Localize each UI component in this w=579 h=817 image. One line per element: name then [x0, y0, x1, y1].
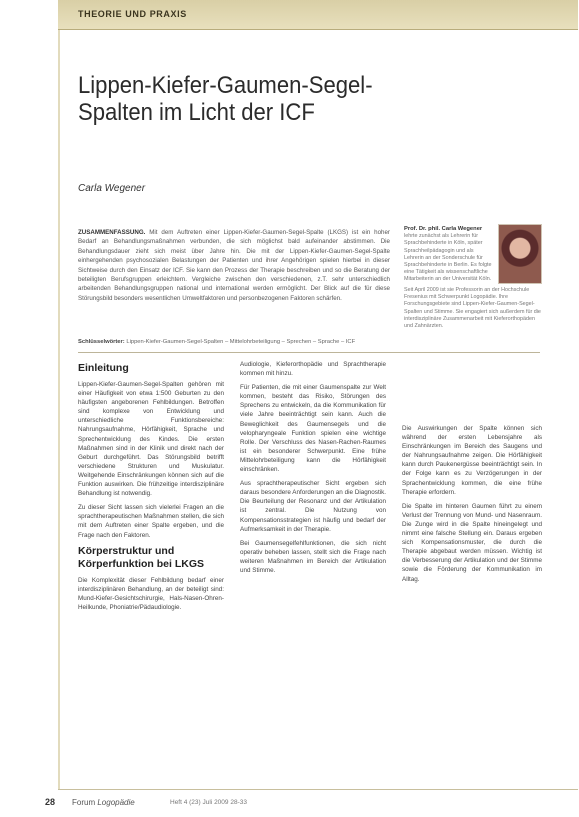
paragraph: Die Spalte im hinteren Gaumen führt zu einem Verlust der Trennung von Mund- und Nasenraum. Die Zunge wird in die Spalte hineingelegt und nimmt eine falsche Stellung ein. Daraus ergeben sich Kompensationsmuster, die durch die Therapie abgebaut werden müssen. Wichtig ist die Verbesserung der Artikulation und der Stimme sowie die Förderung der Kommunikation im Alltag. [402, 502, 542, 583]
bio-name: Prof. Dr. phil. Carla Wegener [404, 226, 483, 232]
issue-info: Heft 4 (23) Juli 2009 28-33 [170, 799, 247, 806]
column-2 [240, 360, 386, 580]
title-line-2: Spalten im Licht der ICF [78, 99, 315, 126]
author-bio [404, 226, 494, 284]
paragraph: Aus sprachtherapeutischer Sicht ergeben sich daraus besondere Anforderungen an die Diagnostik. Die Beurteilung der Resonanz und der Artikulation ist zentral. Die Nutzung von Kompensationsstrategien ist häufig und bedarf der Aufmerksamkeit in der Therapie. [240, 480, 386, 533]
keywords-label: Schlüsselwörter: [78, 339, 125, 345]
author-name: Carla Wegener [78, 183, 146, 194]
paragraph: Für Patienten, die mit einer Gaumenspalte zur Welt kommen, besteht das Risiko, Störungen des Sprechens zu entwickeln, da die Kommunikation für viele Jahre beeinträchtigt sein kann. Auch die Beweglichkeit des Gaumensegels und die velopharyngeale Funktion spielen eine wichtige Rolle. Der Verschluss des Nasen-Rachen-Raumes ist ein besonderer Schwerpunkt. Eine frühe Mittelohrbeteiligung kann die Hörfähigkeit einschränken. [240, 384, 386, 474]
heading-einleitung: Einleitung [78, 362, 129, 374]
bio-text: lehrte zunächst als Lehrerin für Sprachbehinderte in Köln, später Sprachheilpädagogin und als Lehrerin an der Sonderschule für Sprachbehinderte in Berlin. Es folgte eine Tätigkeit als wissenschaftliche Mitarbeiterin an der Universität Köln. [404, 233, 492, 283]
journal-name-b: Logopädie [97, 798, 135, 807]
author-photo [498, 224, 542, 284]
keywords-text: Lippen-Kiefer-Gaumen-Segel-Spalten – Mittelohrbeteiligung – Sprechen – Sprache – ICF [126, 339, 356, 345]
page-number: 28 [45, 797, 56, 807]
paragraph: Lippen-Kiefer-Gaumen-Segel-Spalten gehören mit einer Häufigkeit von etwa 1:500 Geburten zu den häufigsten angeborenen Fehlbildungen. Betroffen sind komplexe von Entwicklung und unterschiedliche Funktionsbereiche: Nahrungsaufnahme, Hörfähigkeit, Sprache und Sprechentwicklung des Kindes. Die ersten Maßnahmen sind in der Klinik und direkt nach der Geburt durchgeführt. Das Störungsbild betrifft verschiedene Strukturen und Muskulatur. Weitgehende Einschränkungen können sich auf die Funktion auswirken. Die frühzeitige interdisziplinäre Behandlung ist notwendig. [78, 381, 224, 498]
article-title [78, 72, 464, 126]
bio-text-continued: Seit April 2009 ist sie Professorin an der Hochschule Fresenius mit Schwerpunkt Logopädie. Ihre Forschungsgebiete sind Lippen-Kiefer-Gaumen-Segel-Spalten und Stimme. Sie engagiert sich außerdem für die interdisziplinäre Zusammenarbeit mit Kieferorthopäden und Zahnärzten. [404, 287, 541, 330]
footer-rule [58, 789, 578, 790]
journal-name [72, 798, 135, 807]
journal-name-a: Forum [72, 798, 96, 807]
abstract-divider [78, 352, 540, 353]
abstract [78, 228, 390, 303]
paragraph: Die Auswirkungen der Spalte können sich während der ersten Lebensjahre als Einschränkungen im Bereich des Saugens und der Nahrungsaufnahme zeigen. Die Hörfähigkeit kann durch Paukenergüsse beeinträchtigt sein. In der Folge kann es zu Verzögerungen in der Sprachentwicklung kommen, die eine frühe Therapie erfordern. [402, 425, 542, 496]
column-3 [402, 424, 542, 589]
section-header [58, 0, 578, 30]
left-margin-rule [58, 30, 60, 790]
title-line-1: Lippen-Kiefer-Gaumen-Segel- [78, 72, 373, 99]
section-label: THEORIE UND PRAXIS [78, 9, 187, 19]
page-footer [0, 789, 579, 817]
paragraph: Zu dieser Sicht lassen sich vielerlei Fragen an die sprachtherapeutischen Maßnahmen stellen, die sich mit dem Auftreten einer Spalte ergeben, und die Frage nach den Faktoren. [78, 504, 224, 539]
heading-koerperstruktur: Körperstruktur und Körperfunktion bei LKGS [78, 544, 204, 570]
abstract-lead: ZUSAMMENFASSUNG. [78, 229, 146, 236]
abstract-text: Mit dem Auftreten einer Lippen-Kiefer-Gaumen-Segel-Spalte (LKGS) ist ein hoher Bedarf an Behandlungsmaßnahmen verbunden, die sich möglichst bald aufeinander abstimmen. Die Behandlungsdauer zieht sich meist über Jahre hin. Die mit der Lippen-Kiefer-Gaumen-Segel-Spalte einhergehenden psychosozialen Belastungen der Patienten und ihrer Angehörigen spielen hierbei in dieser Sichtweise durch den Einsatz der ICF. Sie kann den Prozess der Therapie beschreiben und so die Beratung der beteiligten Berufsgruppen erleichtern. Vergleiche zwischen den verschiedenen, z.T. sehr unterschiedlich arbeitenden Behandlungsgruppen national und international werden ermöglicht. Der Blick auf die für diese Störungsbild besonders wesentlichen Umweltfaktoren und personbezogenen Faktoren schärfen. [78, 229, 390, 302]
paragraph: Audiologie, Kieferorthopädie und Sprachtherapie kommen mit hinzu. [240, 361, 386, 378]
paragraph: Bei Gaumensegelfehlfunktionen, die sich nicht operativ beheben lassen, stellt sich die Frage nach weiteren Maßnahmen im Bereich der Artikulation und Stimme. [240, 539, 386, 574]
column-1 [78, 360, 224, 617]
paragraph: Die Komplexität dieser Fehlbildung bedarf einer interdisziplinären Behandlung, an der beteiligt sind: Mund-Kiefer-Gesichtschirurgie, Hals-Nasen-Ohren-Heilkunde, Phoniatrie/Pädaudiologie. [78, 576, 224, 611]
keywords [78, 338, 390, 346]
